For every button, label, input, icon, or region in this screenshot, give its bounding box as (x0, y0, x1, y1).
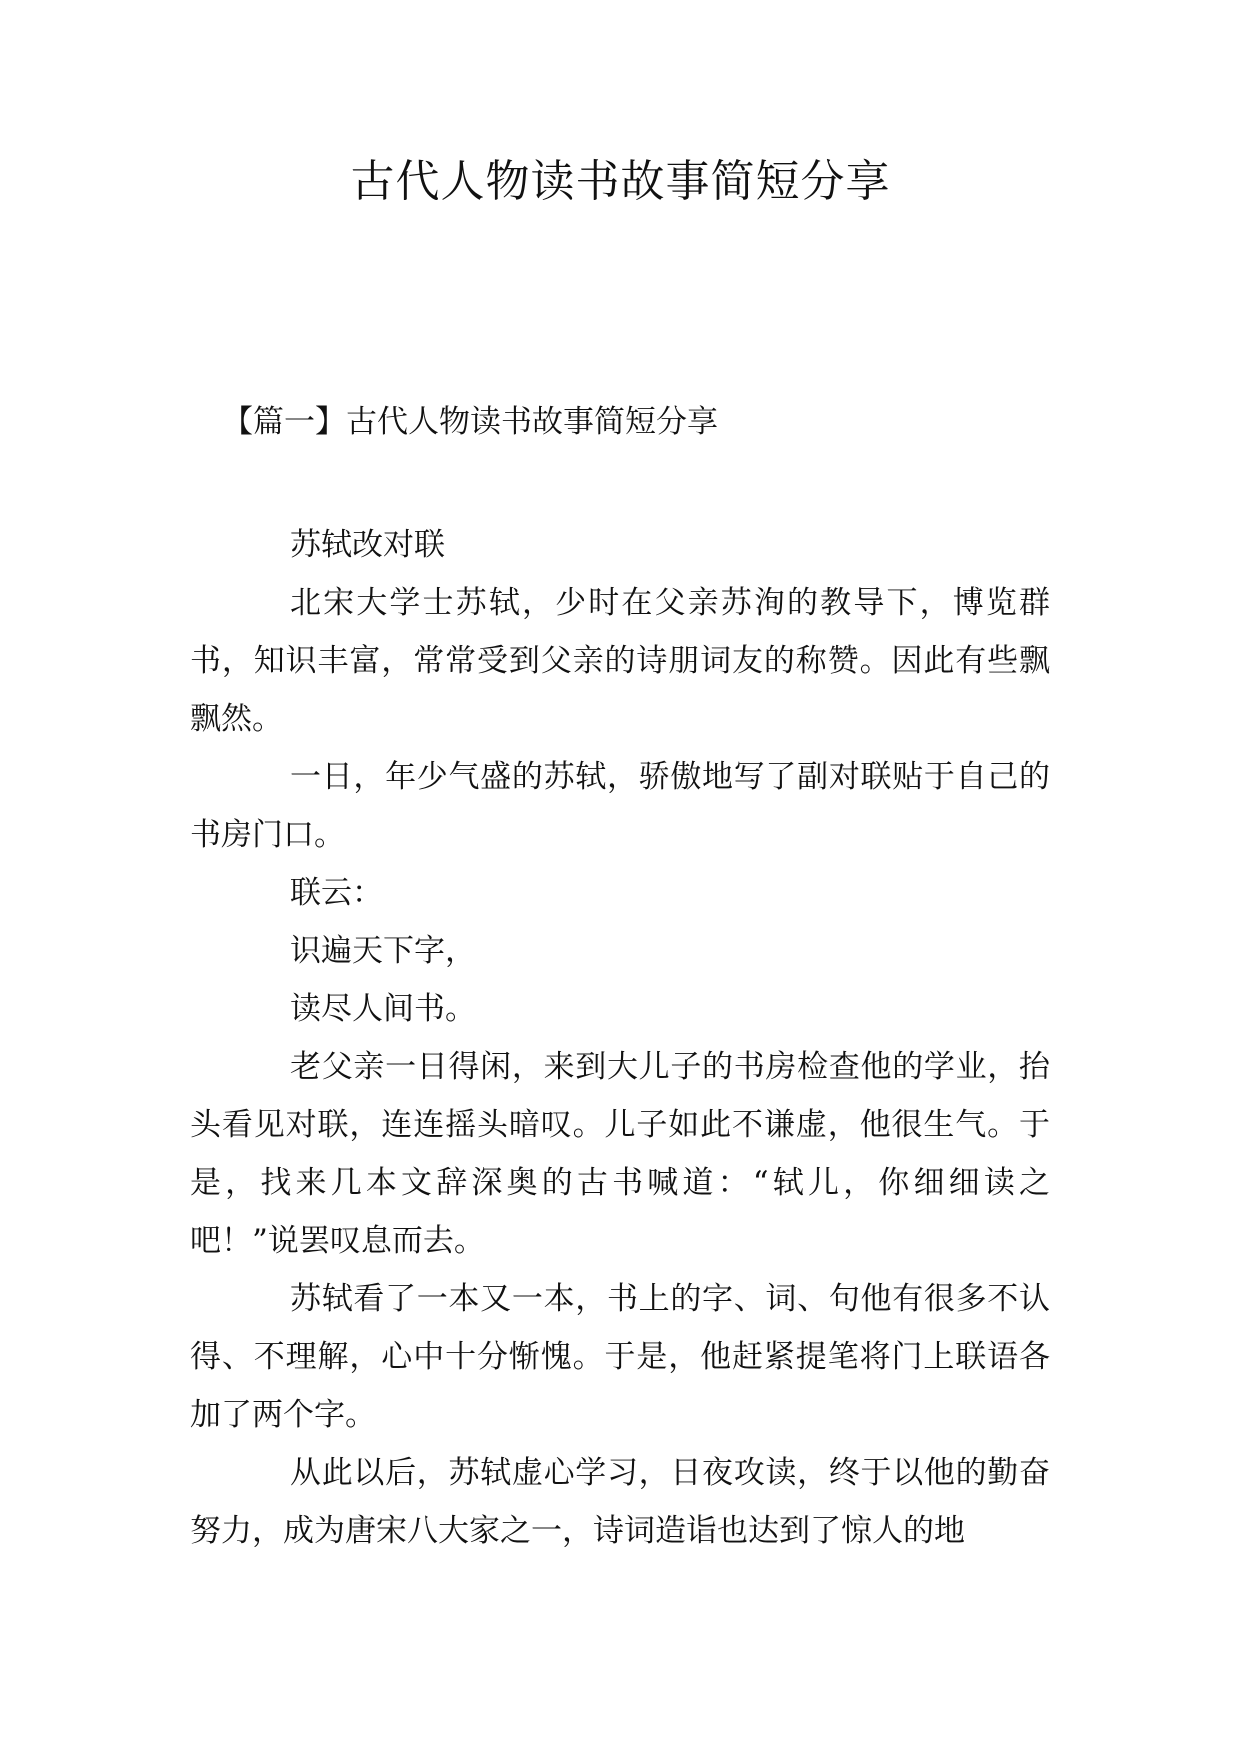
paragraph: 从此以后，苏轼虚心学习，日夜攻读，终于以他的勤奋努力，成为唐宋八大家之一，诗词造诣也达到了惊人的地 (190, 1455, 1050, 1549)
paragraph: 苏轼看了一本又一本，书上的字、词、句他有很多不认得、不理解，心中十分惭愧。于是，他赶紧提笔将门上联语各加了两个字。 (190, 1281, 1050, 1433)
section-heading: 【篇一】古代人物读书故事简短分享 (222, 404, 718, 440)
paragraph: 老父亲一日得闲，来到大儿子的书房检查他的学业，抬头看见对联，连连摇头暗叹。儿子如此不谦虚，他很生气。于是，找来几本文辞深奥的古书喊道：“轼儿，你细细读之吧！”说罢叹息而去。 (190, 1049, 1050, 1259)
couplet-line: 读尽人间书。 (290, 991, 476, 1027)
paragraph: 北宋大学士苏轼，少时在父亲苏洵的教导下，博览群书，知识丰富，常常受到父亲的诗朋词友的称赞。因此有些飘飘然。 (190, 585, 1050, 737)
couplet-line: 识遍天下字， (290, 933, 476, 969)
paragraph: 联云： (290, 875, 383, 911)
document-body (190, 516, 1050, 1560)
paragraph: 一日，年少气盛的苏轼，骄傲地写了副对联贴于自己的书房门口。 (190, 759, 1050, 853)
story-title: 苏轼改对联 (290, 527, 445, 563)
document-title: 古代人物读书故事简短分享 (350, 156, 891, 207)
